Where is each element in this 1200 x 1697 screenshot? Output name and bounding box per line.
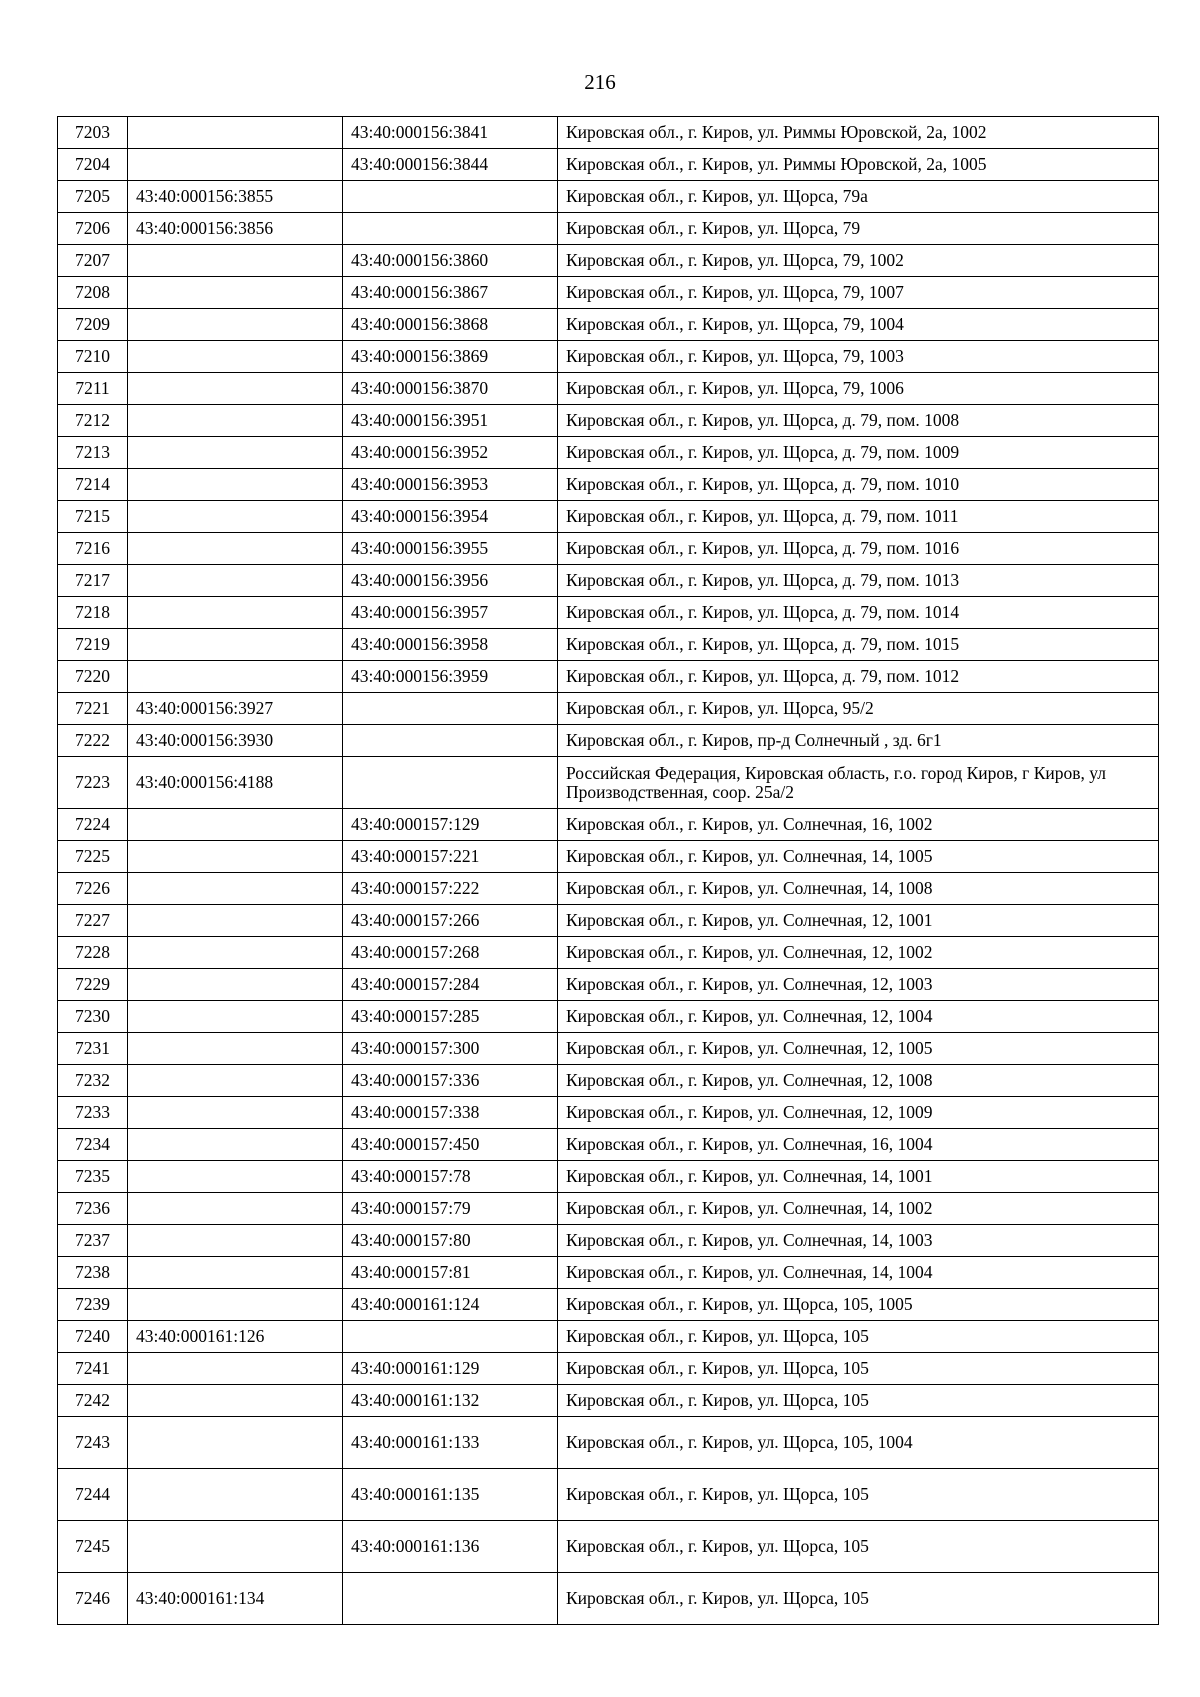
row-number-cell: 7234 — [58, 1129, 128, 1161]
land-cadastral-number-cell: 43:40:000161:134 — [128, 1573, 343, 1625]
address-cell: Кировская обл., г. Киров, ул. Щорса, 105 — [558, 1521, 1159, 1573]
land-cadastral-number-cell — [128, 533, 343, 565]
land-cadastral-number-cell — [128, 565, 343, 597]
land-cadastral-number-cell — [128, 1385, 343, 1417]
address-cell: Кировская обл., г. Киров, ул. Щорса, 95/2 — [558, 693, 1159, 725]
land-cadastral-number-cell — [128, 1469, 343, 1521]
address-cell: Российская Федерация, Кировская область, г.о. город Киров, г Киров, ул Производственная, соор. 25а/2 — [558, 757, 1159, 809]
table-row — [58, 1033, 1159, 1065]
land-cadastral-number-cell: 43:40:000156:3927 — [128, 693, 343, 725]
object-cadastral-number-cell: 43:40:000156:3860 — [343, 245, 558, 277]
address-cell: Кировская обл., г. Киров, ул. Солнечная, 12, 1004 — [558, 1001, 1159, 1033]
object-cadastral-number-cell: 43:40:000156:3844 — [343, 149, 558, 181]
object-cadastral-number-cell: 43:40:000161:136 — [343, 1521, 558, 1573]
address-cell: Кировская обл., г. Киров, ул. Щорса, 79а — [558, 181, 1159, 213]
row-number-cell: 7211 — [58, 373, 128, 405]
row-number-cell: 7207 — [58, 245, 128, 277]
row-number-cell: 7221 — [58, 693, 128, 725]
row-number-cell: 7238 — [58, 1257, 128, 1289]
row-number-cell: 7236 — [58, 1193, 128, 1225]
land-cadastral-number-cell — [128, 149, 343, 181]
table-row — [58, 937, 1159, 969]
row-number-cell: 7208 — [58, 277, 128, 309]
address-cell: Кировская обл., г. Киров, ул. Щорса, 105, 1004 — [558, 1417, 1159, 1469]
land-cadastral-number-cell: 43:40:000156:3855 — [128, 181, 343, 213]
land-cadastral-number-cell — [128, 309, 343, 341]
row-number-cell: 7230 — [58, 1001, 128, 1033]
address-cell: Кировская обл., г. Киров, ул. Риммы Юровской, 2а, 1005 — [558, 149, 1159, 181]
row-number-cell: 7235 — [58, 1161, 128, 1193]
land-cadastral-number-cell — [128, 501, 343, 533]
address-cell: Кировская обл., г. Киров, ул. Солнечная, 12, 1001 — [558, 905, 1159, 937]
object-cadastral-number-cell: 43:40:000161:135 — [343, 1469, 558, 1521]
land-cadastral-number-cell — [128, 1033, 343, 1065]
object-cadastral-number-cell: 43:40:000156:3959 — [343, 661, 558, 693]
table-row — [58, 1001, 1159, 1033]
row-number-cell: 7205 — [58, 181, 128, 213]
land-cadastral-number-cell — [128, 809, 343, 841]
table-row — [58, 149, 1159, 181]
object-cadastral-number-cell: 43:40:000157:284 — [343, 969, 558, 1001]
address-cell: Кировская обл., г. Киров, ул. Щорса, 105 — [558, 1385, 1159, 1417]
object-cadastral-number-cell — [343, 181, 558, 213]
object-cadastral-number-cell: 43:40:000156:3869 — [343, 341, 558, 373]
address-cell: Кировская обл., г. Киров, ул. Щорса, д. 79, пом. 1008 — [558, 405, 1159, 437]
address-cell: Кировская обл., г. Киров, ул. Щорса, 105 — [558, 1353, 1159, 1385]
object-cadastral-number-cell: 43:40:000157:336 — [343, 1065, 558, 1097]
table-row — [58, 629, 1159, 661]
land-cadastral-number-cell — [128, 1001, 343, 1033]
land-cadastral-number-cell — [128, 1065, 343, 1097]
land-cadastral-number-cell — [128, 437, 343, 469]
object-cadastral-number-cell: 43:40:000156:3841 — [343, 117, 558, 149]
row-number-cell: 7244 — [58, 1469, 128, 1521]
object-cadastral-number-cell: 43:40:000156:3951 — [343, 405, 558, 437]
land-cadastral-number-cell — [128, 1289, 343, 1321]
address-cell: Кировская обл., г. Киров, ул. Солнечная, 12, 1003 — [558, 969, 1159, 1001]
object-cadastral-number-cell — [343, 213, 558, 245]
object-cadastral-number-cell: 43:40:000157:78 — [343, 1161, 558, 1193]
table-row — [58, 1353, 1159, 1385]
address-cell: Кировская обл., г. Киров, ул. Солнечная, 14, 1005 — [558, 841, 1159, 873]
row-number-cell: 7218 — [58, 597, 128, 629]
row-number-cell: 7246 — [58, 1573, 128, 1625]
address-cell: Кировская обл., г. Киров, ул. Щорса, 79, 1006 — [558, 373, 1159, 405]
table-row — [58, 1065, 1159, 1097]
land-cadastral-number-cell — [128, 1417, 343, 1469]
row-number-cell: 7219 — [58, 629, 128, 661]
land-cadastral-number-cell — [128, 1353, 343, 1385]
table-row — [58, 437, 1159, 469]
table-row — [58, 693, 1159, 725]
table-row — [58, 245, 1159, 277]
table-row — [58, 873, 1159, 905]
land-cadastral-number-cell: 43:40:000156:4188 — [128, 757, 343, 809]
object-cadastral-number-cell: 43:40:000156:3954 — [343, 501, 558, 533]
row-number-cell: 7214 — [58, 469, 128, 501]
object-cadastral-number-cell: 43:40:000157:81 — [343, 1257, 558, 1289]
address-cell: Кировская обл., г. Киров, ул. Щорса, д. 79, пом. 1014 — [558, 597, 1159, 629]
address-cell: Кировская обл., г. Киров, пр-д Солнечный , зд. 6г1 — [558, 725, 1159, 757]
row-number-cell: 7228 — [58, 937, 128, 969]
object-cadastral-number-cell: 43:40:000161:132 — [343, 1385, 558, 1417]
address-cell: Кировская обл., г. Киров, ул. Солнечная, 14, 1002 — [558, 1193, 1159, 1225]
table-row — [58, 501, 1159, 533]
object-cadastral-number-cell: 43:40:000157:300 — [343, 1033, 558, 1065]
object-cadastral-number-cell: 43:40:000156:3957 — [343, 597, 558, 629]
land-cadastral-number-cell — [128, 245, 343, 277]
land-cadastral-number-cell — [128, 1521, 343, 1573]
land-cadastral-number-cell — [128, 1129, 343, 1161]
land-cadastral-number-cell — [128, 661, 343, 693]
address-cell: Кировская обл., г. Киров, ул. Щорса, 105 — [558, 1321, 1159, 1353]
object-cadastral-number-cell: 43:40:000156:3952 — [343, 437, 558, 469]
table-row — [58, 1097, 1159, 1129]
land-cadastral-number-cell — [128, 629, 343, 661]
land-cadastral-number-cell — [128, 277, 343, 309]
row-number-cell: 7231 — [58, 1033, 128, 1065]
row-number-cell: 7240 — [58, 1321, 128, 1353]
object-cadastral-number-cell: 43:40:000161:124 — [343, 1289, 558, 1321]
table-row — [58, 1321, 1159, 1353]
table-row — [58, 757, 1159, 809]
row-number-cell: 7224 — [58, 809, 128, 841]
row-number-cell: 7206 — [58, 213, 128, 245]
table-row — [58, 597, 1159, 629]
object-cadastral-number-cell: 43:40:000157:285 — [343, 1001, 558, 1033]
table-row — [58, 373, 1159, 405]
object-cadastral-number-cell: 43:40:000157:221 — [343, 841, 558, 873]
address-cell: Кировская обл., г. Киров, ул. Солнечная, 16, 1004 — [558, 1129, 1159, 1161]
row-number-cell: 7232 — [58, 1065, 128, 1097]
object-cadastral-number-cell: 43:40:000156:3867 — [343, 277, 558, 309]
object-cadastral-number-cell — [343, 757, 558, 809]
address-cell: Кировская обл., г. Киров, ул. Щорса, д. 79, пом. 1011 — [558, 501, 1159, 533]
table-row — [58, 277, 1159, 309]
address-cell: Кировская обл., г. Киров, ул. Щорса, 79, 1002 — [558, 245, 1159, 277]
object-cadastral-number-cell: 43:40:000157:80 — [343, 1225, 558, 1257]
registry-table — [57, 116, 1159, 1625]
table-row — [58, 213, 1159, 245]
registry-table-body — [58, 117, 1159, 1625]
address-cell: Кировская обл., г. Киров, ул. Щорса, 105 — [558, 1573, 1159, 1625]
address-cell: Кировская обл., г. Киров, ул. Щорса, д. 79, пом. 1015 — [558, 629, 1159, 661]
address-cell: Кировская обл., г. Киров, ул. Щорса, д. 79, пом. 1010 — [558, 469, 1159, 501]
land-cadastral-number-cell — [128, 341, 343, 373]
row-number-cell: 7212 — [58, 405, 128, 437]
table-row — [58, 469, 1159, 501]
table-row — [58, 181, 1159, 213]
row-number-cell: 7243 — [58, 1417, 128, 1469]
object-cadastral-number-cell: 43:40:000157:266 — [343, 905, 558, 937]
table-row — [58, 1289, 1159, 1321]
row-number-cell: 7245 — [58, 1521, 128, 1573]
table-row — [58, 841, 1159, 873]
table-row — [58, 661, 1159, 693]
address-cell: Кировская обл., г. Киров, ул. Солнечная, 14, 1008 — [558, 873, 1159, 905]
address-cell: Кировская обл., г. Киров, ул. Солнечная, 12, 1002 — [558, 937, 1159, 969]
address-cell: Кировская обл., г. Киров, ул. Солнечная, 14, 1001 — [558, 1161, 1159, 1193]
land-cadastral-number-cell — [128, 1161, 343, 1193]
land-cadastral-number-cell — [128, 841, 343, 873]
row-number-cell: 7204 — [58, 149, 128, 181]
land-cadastral-number-cell — [128, 469, 343, 501]
table-row — [58, 1469, 1159, 1521]
table-row — [58, 309, 1159, 341]
address-cell: Кировская обл., г. Киров, ул. Щорса, д. 79, пом. 1016 — [558, 533, 1159, 565]
table-row — [58, 725, 1159, 757]
address-cell: Кировская обл., г. Киров, ул. Щорса, 105 — [558, 1469, 1159, 1521]
land-cadastral-number-cell — [128, 1225, 343, 1257]
row-number-cell: 7216 — [58, 533, 128, 565]
land-cadastral-number-cell: 43:40:000161:126 — [128, 1321, 343, 1353]
row-number-cell: 7233 — [58, 1097, 128, 1129]
table-row — [58, 341, 1159, 373]
object-cadastral-number-cell — [343, 693, 558, 725]
land-cadastral-number-cell — [128, 969, 343, 1001]
table-row — [58, 1225, 1159, 1257]
row-number-cell: 7210 — [58, 341, 128, 373]
row-number-cell: 7203 — [58, 117, 128, 149]
row-number-cell: 7209 — [58, 309, 128, 341]
row-number-cell: 7237 — [58, 1225, 128, 1257]
object-cadastral-number-cell: 43:40:000161:133 — [343, 1417, 558, 1469]
object-cadastral-number-cell: 43:40:000156:3870 — [343, 373, 558, 405]
object-cadastral-number-cell: 43:40:000156:3953 — [343, 469, 558, 501]
address-cell: Кировская обл., г. Киров, ул. Щорса, 79, 1003 — [558, 341, 1159, 373]
land-cadastral-number-cell — [128, 405, 343, 437]
address-cell: Кировская обл., г. Киров, ул. Солнечная, 12, 1008 — [558, 1065, 1159, 1097]
row-number-cell: 7229 — [58, 969, 128, 1001]
table-row — [58, 565, 1159, 597]
object-cadastral-number-cell: 43:40:000157:222 — [343, 873, 558, 905]
table-row — [58, 1257, 1159, 1289]
table-row — [58, 533, 1159, 565]
row-number-cell: 7213 — [58, 437, 128, 469]
land-cadastral-number-cell — [128, 937, 343, 969]
row-number-cell: 7223 — [58, 757, 128, 809]
row-number-cell: 7220 — [58, 661, 128, 693]
land-cadastral-number-cell: 43:40:000156:3856 — [128, 213, 343, 245]
address-cell: Кировская обл., г. Киров, ул. Щорса, 79, 1004 — [558, 309, 1159, 341]
table-row — [58, 1521, 1159, 1573]
land-cadastral-number-cell: 43:40:000156:3930 — [128, 725, 343, 757]
table-row — [58, 1573, 1159, 1625]
table-row — [58, 1129, 1159, 1161]
land-cadastral-number-cell — [128, 1193, 343, 1225]
row-number-cell: 7225 — [58, 841, 128, 873]
table-row — [58, 1161, 1159, 1193]
land-cadastral-number-cell — [128, 873, 343, 905]
address-cell: Кировская обл., г. Киров, ул. Щорса, 105, 1005 — [558, 1289, 1159, 1321]
row-number-cell: 7222 — [58, 725, 128, 757]
table-row — [58, 405, 1159, 437]
table-row — [58, 1417, 1159, 1469]
page-number: 216 — [584, 70, 616, 94]
address-cell: Кировская обл., г. Киров, ул. Солнечная, 12, 1009 — [558, 1097, 1159, 1129]
object-cadastral-number-cell — [343, 725, 558, 757]
land-cadastral-number-cell — [128, 1097, 343, 1129]
object-cadastral-number-cell: 43:40:000157:79 — [343, 1193, 558, 1225]
object-cadastral-number-cell: 43:40:000157:129 — [343, 809, 558, 841]
table-row — [58, 1385, 1159, 1417]
row-number-cell: 7227 — [58, 905, 128, 937]
table-row — [58, 1193, 1159, 1225]
address-cell: Кировская обл., г. Киров, ул. Щорса, д. 79, пом. 1012 — [558, 661, 1159, 693]
table-row — [58, 809, 1159, 841]
address-cell: Кировская обл., г. Киров, ул. Солнечная, 14, 1004 — [558, 1257, 1159, 1289]
table-row — [58, 905, 1159, 937]
address-cell: Кировская обл., г. Киров, ул. Солнечная, 12, 1005 — [558, 1033, 1159, 1065]
address-cell: Кировская обл., г. Киров, ул. Солнечная, 14, 1003 — [558, 1225, 1159, 1257]
object-cadastral-number-cell: 43:40:000157:338 — [343, 1097, 558, 1129]
object-cadastral-number-cell — [343, 1321, 558, 1353]
address-cell: Кировская обл., г. Киров, ул. Щорса, д. 79, пом. 1009 — [558, 437, 1159, 469]
row-number-cell: 7239 — [58, 1289, 128, 1321]
row-number-cell: 7217 — [58, 565, 128, 597]
land-cadastral-number-cell — [128, 117, 343, 149]
object-cadastral-number-cell: 43:40:000157:268 — [343, 937, 558, 969]
object-cadastral-number-cell: 43:40:000161:129 — [343, 1353, 558, 1385]
land-cadastral-number-cell — [128, 597, 343, 629]
row-number-cell: 7241 — [58, 1353, 128, 1385]
land-cadastral-number-cell — [128, 373, 343, 405]
address-cell: Кировская обл., г. Киров, ул. Щорса, 79 — [558, 213, 1159, 245]
land-cadastral-number-cell — [128, 905, 343, 937]
row-number-cell: 7242 — [58, 1385, 128, 1417]
address-cell: Кировская обл., г. Киров, ул. Щорса, 79, 1007 — [558, 277, 1159, 309]
object-cadastral-number-cell: 43:40:000157:450 — [343, 1129, 558, 1161]
object-cadastral-number-cell: 43:40:000156:3958 — [343, 629, 558, 661]
address-cell: Кировская обл., г. Киров, ул. Риммы Юровской, 2а, 1002 — [558, 117, 1159, 149]
address-cell: Кировская обл., г. Киров, ул. Солнечная, 16, 1002 — [558, 809, 1159, 841]
object-cadastral-number-cell: 43:40:000156:3955 — [343, 533, 558, 565]
land-cadastral-number-cell — [128, 1257, 343, 1289]
address-cell: Кировская обл., г. Киров, ул. Щорса, д. 79, пом. 1013 — [558, 565, 1159, 597]
object-cadastral-number-cell — [343, 1573, 558, 1625]
row-number-cell: 7215 — [58, 501, 128, 533]
table-row — [58, 117, 1159, 149]
object-cadastral-number-cell: 43:40:000156:3868 — [343, 309, 558, 341]
object-cadastral-number-cell: 43:40:000156:3956 — [343, 565, 558, 597]
row-number-cell: 7226 — [58, 873, 128, 905]
table-row — [58, 969, 1159, 1001]
